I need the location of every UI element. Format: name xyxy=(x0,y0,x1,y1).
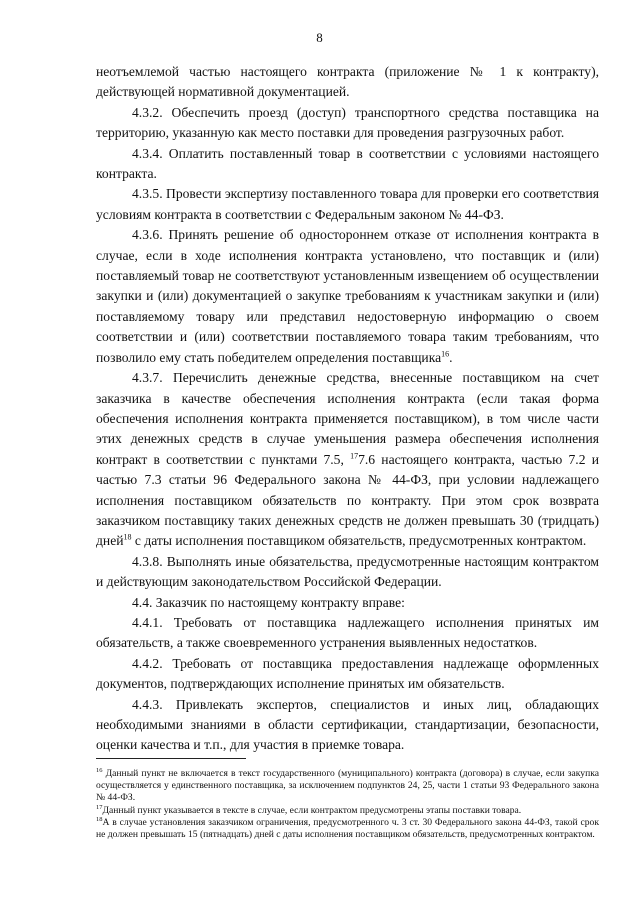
footnotes xyxy=(96,768,599,841)
paragraph: 4.4.2. Требовать от поставщика предоставления надлежаще оформленных документов, подтверждающих исполнение принятых им обязательств. xyxy=(96,655,599,692)
paragraph: 4.3.6. Принять решение об одностороннем отказе от исполнения контракта в случае, если в ходе исполнения контракта установлено, что поставщик и (или) поставляемый товар не соответствуют установленным извещением об осуществлении закупки и (или) документацией о закупке требованиям к участникам закупки и (или) поставляемому товару или представил недостоверную информацию о своем соответствии и (или) соответствии поставляемого товара таким требованиям, что позволило ему стать победителем определения поставщика$^{16}$. xyxy=(96,227,599,365)
footnote-number: 17 xyxy=(96,803,103,811)
paragraph: 4.3.2. Обеспечить проезд (доступ) транспортного средства поставщика на территорию, указанную как место поставки для проведения разгрузочных работ. xyxy=(96,104,599,141)
paragraph: 4.4. Заказчик по настоящему контракту вправе: xyxy=(132,594,405,610)
footnote xyxy=(96,817,599,841)
paragraph-text: 7.6 настоящего контракта, частью 7.2 и частью 7.3 статьи 96 Федерального закона № 44-ФЗ, при условии надлежащего исполнения поставщиком обязательств по контракту. При этом срок возврата заказчиком поставщику таких денежных средств не должен превышать 30 (тридцать) дней xyxy=(96,451,599,549)
paragraph-text: 4.3.6. Принять решение об одностороннем отказе от исполнения контракта в случае, если в ходе исполнения контракта установлено, что поставщик и (или) поставляемый товар не соответствуют установленным извещением об осуществлении закупки и (или) документацией о закупке требованиям к участникам закупки и (или) поставляемому товару или представил недостоверную информацию о своем соответствии и (или) соответствии поставляемого товара таким требованиям, что позволило ему стать победителем определения поставщика xyxy=(96,227,599,365)
footnote-ref[interactable]: 18 xyxy=(123,532,132,542)
footnote-text: А в случае установления заказчиком ограничения, предусмотренного ч. 3 ст. 30 Федерального закона 44-ФЗ, такой срок не должен превышать 15 (пятнадцать) дней с даты исполнения поставщиком обязательств, предусмотренных контрактом. xyxy=(96,816,599,841)
footnote xyxy=(96,768,599,805)
footnote-number: 16 xyxy=(96,766,103,774)
document-body xyxy=(96,62,599,756)
paragraph: 4.4.1. Требовать от поставщика надлежащего исполнения принятых им обязательств, а также своевременного устранения выявленных недостатков. xyxy=(96,614,599,651)
paragraph-text: 4.3.7. Перечислить денежные средства, внесенные поставщиком на счет заказчика в качестве обеспечения исполнения контракта (если такая форма обеспечения исполнения контракта применяется поставщиком), в том числе части этих денежных средств в случае уменьшения размера обеспечения исполнения контракт в соответствии с пунктами 7.5, xyxy=(96,370,599,467)
footnote-text: Данный пункт указывается в тексте в случае, если контрактом предусмотрены этапы поставки товара. xyxy=(102,804,522,816)
page-number: 8 xyxy=(316,30,323,45)
paragraph-text: с даты исполнения поставщиком обязательств, предусмотренных контрактом. xyxy=(134,533,587,549)
footnote-number: 18 xyxy=(96,815,103,823)
paragraph xyxy=(96,368,599,552)
paragraph: 4.3.8. Выполнять иные обязательства, предусмотренные настоящим контрактом и действующим законодательством Российской Федерации. xyxy=(96,553,599,590)
paragraph: 4.4.3. Привлекать экспертов, специалистов и иных лиц, обладающих необходимыми знаниями в области сертификации, стандартизации, безопасности, оценки качества и т.п., для участия в приемке товара. xyxy=(96,696,599,753)
footnote-text: Данный пункт не включается в текст государственного (муниципального) контракта (договора) в случае, если закупка осуществляется у единственного поставщика, за исключением подпунктов 24, 25, части 1 статьи 93 Федерального закона № 44-ФЗ. xyxy=(96,768,600,804)
paragraph: неотъемлемой частью настоящего контракта (приложение № 1 к контракту), действующей нормативной документацией. xyxy=(96,64,599,100)
paragraph: 4.3.5. Провести экспертизу поставленного товара для проверки его соответствия условиям контракта в соответствии с Федеральным законом № 44-ФЗ. xyxy=(96,186,599,222)
footnote-separator xyxy=(96,758,246,759)
paragraph: 4.3.4. Оплатить поставленный товар в соответствии с условиями настоящего контракта. xyxy=(96,145,599,182)
footnote-ref[interactable]: 16 xyxy=(441,349,450,359)
footnote-ref[interactable]: 17 xyxy=(350,451,359,461)
footnote xyxy=(96,805,599,817)
